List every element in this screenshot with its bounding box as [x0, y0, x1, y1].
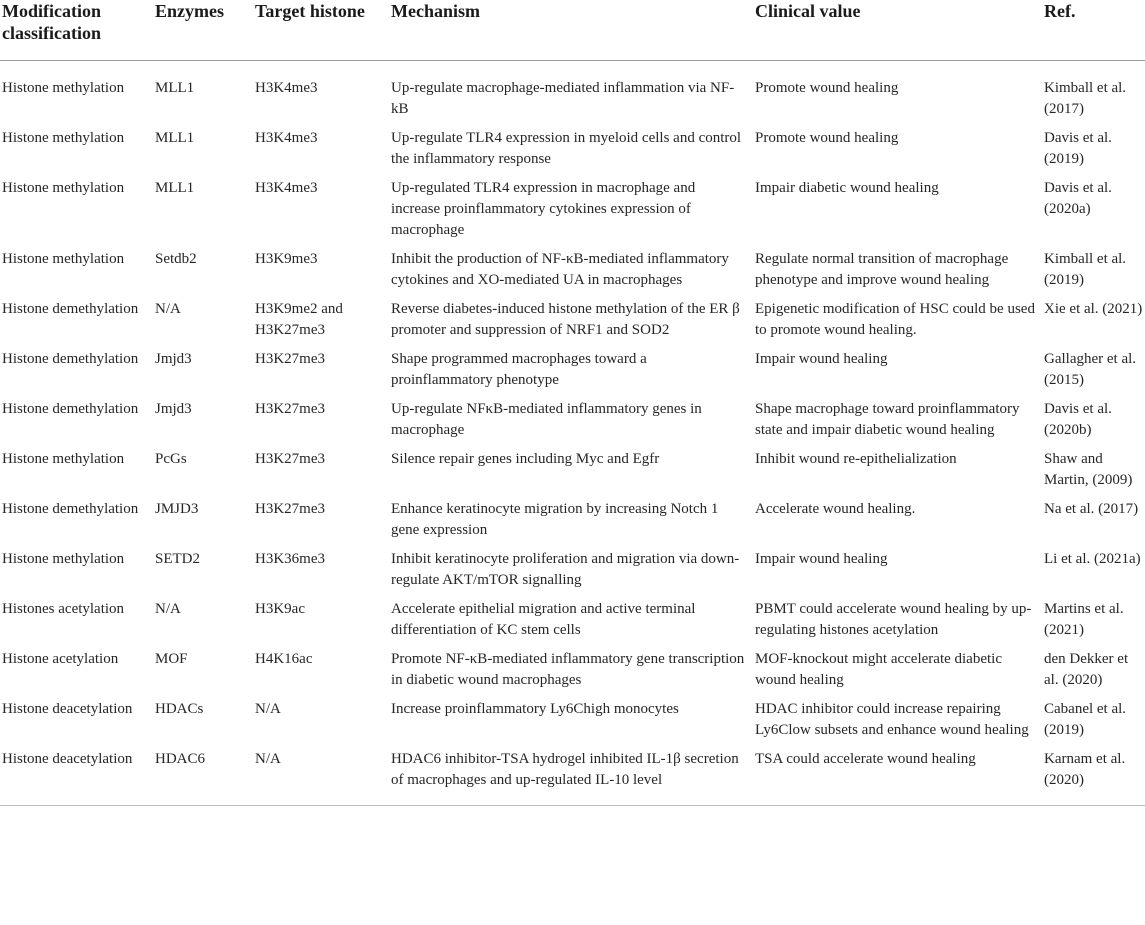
cell-enzymes: SETD2 — [155, 551, 200, 567]
cell-ref: Cabanel et al. (2019) — [1044, 701, 1127, 738]
cell-enzymes: PcGs — [155, 451, 187, 467]
cell-target-histone: N/A — [255, 701, 281, 717]
cell-ref: Shaw and Martin, (2009) — [1044, 451, 1133, 488]
cell-enzymes: MLL1 — [155, 130, 195, 146]
table-row — [0, 549, 1145, 599]
table-row — [0, 749, 1145, 806]
cell-ref: Davis et al. (2020b) — [1044, 401, 1112, 438]
cell-clinical-value: Epigenetic modification of HSC could be used to promote wound healing. — [755, 301, 1035, 338]
cell-enzymes: Jmjd3 — [155, 401, 192, 417]
header-ref: Ref. — [1044, 1, 1076, 21]
cell-ref: den Dekker et al. (2020) — [1044, 651, 1129, 688]
cell-modification-classification: Histone methylation — [2, 180, 125, 196]
cell-enzymes: HDAC6 — [155, 751, 206, 767]
cell-ref: Davis et al. (2020a) — [1044, 180, 1112, 217]
cell-target-histone: H3K4me3 — [255, 130, 318, 146]
cell-clinical-value: PBMT could accelerate wound healing by up-regulating histones acetylation — [755, 601, 1032, 638]
cell-target-histone: H3K27me3 — [255, 451, 325, 467]
cell-clinical-value: Impair wound healing — [755, 551, 888, 567]
header-clinical-value: Clinical value — [755, 1, 861, 21]
cell-enzymes: N/A — [155, 301, 181, 317]
cell-clinical-value: HDAC inhibitor could increase repairing Ly6Clow subsets and enhance wound healing — [755, 701, 1029, 738]
cell-modification-classification: Histone methylation — [2, 80, 125, 96]
cell-mechanism: Enhance keratinocyte migration by increasing Notch 1 gene expression — [391, 501, 719, 538]
table-row — [0, 699, 1145, 749]
cell-clinical-value: TSA could accelerate wound healing — [755, 751, 976, 767]
cell-target-histone: H4K16ac — [255, 651, 313, 667]
cell-mechanism: Promote NF-κB-mediated inflammatory gene transcription in diabetic wound macrophages — [391, 651, 745, 688]
cell-mechanism: Silence repair genes including Myc and Egfr — [391, 451, 660, 467]
cell-mechanism: Up-regulate macrophage-mediated inflammation via NF-kB — [391, 80, 735, 117]
cell-ref: Gallagher et al. (2015) — [1044, 351, 1137, 388]
cell-mechanism: Up-regulated TLR4 expression in macrophage and increase proinflammatory cytokines expression of macrophage — [391, 180, 696, 238]
cell-ref: Kimball et al. (2019) — [1044, 251, 1127, 288]
table-row — [0, 499, 1145, 549]
cell-mechanism: Inhibit keratinocyte proliferation and migration via down-regulate AKT/mTOR signalling — [391, 551, 740, 588]
cell-ref: Kimball et al. (2017) — [1044, 80, 1127, 117]
table-row — [0, 649, 1145, 699]
cell-target-histone: H3K4me3 — [255, 80, 318, 96]
cell-clinical-value: Inhibit wound re-epithelialization — [755, 451, 957, 467]
cell-enzymes: N/A — [155, 601, 181, 617]
cell-ref: Xie et al. (2021) — [1044, 301, 1143, 317]
cell-modification-classification: Histones acetylation — [2, 601, 125, 617]
cell-target-histone: H3K4me3 — [255, 180, 318, 196]
cell-mechanism: HDAC6 inhibitor-TSA hydrogel inhibited IL-1β secretion of macrophages and up-regulated IL-10 level — [391, 751, 739, 788]
cell-clinical-value: Regulate normal transition of macrophage phenotype and improve wound healing — [755, 251, 1009, 288]
cell-modification-classification: Histone deacetylation — [2, 701, 133, 717]
cell-target-histone: N/A — [255, 751, 281, 767]
table-header — [0, 0, 1145, 61]
table-row — [0, 349, 1145, 399]
cell-target-histone: H3K9me2 and H3K27me3 — [255, 301, 343, 338]
cell-ref: Karnam et al. (2020) — [1044, 751, 1126, 788]
table-row — [0, 599, 1145, 649]
cell-ref: Davis et al. (2019) — [1044, 130, 1112, 167]
cell-modification-classification: Histone demethylation — [2, 501, 139, 517]
cell-mechanism: Inhibit the production of NF-κB-mediated inflammatory cytokines and XO-mediated UA in macrophages — [391, 251, 729, 288]
cell-enzymes: Jmjd3 — [155, 351, 192, 367]
cell-modification-classification: Histone acetylation — [2, 651, 119, 667]
cell-enzymes: Setdb2 — [155, 251, 197, 267]
cell-clinical-value: Impair wound healing — [755, 351, 888, 367]
cell-ref: Li et al. (2021a) — [1044, 551, 1141, 567]
cell-modification-classification: Histone deacetylation — [2, 751, 133, 767]
cell-mechanism: Increase proinflammatory Ly6Chigh monocytes — [391, 701, 679, 717]
cell-mechanism: Shape programmed macrophages toward a proinflammatory phenotype — [391, 351, 647, 388]
cell-modification-classification: Histone methylation — [2, 130, 125, 146]
cell-modification-classification: Histone methylation — [2, 251, 125, 267]
header-row — [0, 0, 1145, 61]
table-row — [0, 299, 1145, 349]
table-row — [0, 449, 1145, 499]
cell-enzymes: MLL1 — [155, 80, 195, 96]
table-row — [0, 128, 1145, 178]
header-modification-classification: Modification classification — [2, 1, 101, 43]
cell-enzymes: MOF — [155, 651, 188, 667]
cell-clinical-value: Shape macrophage toward proinflammatory state and impair diabetic wound healing — [755, 401, 1020, 438]
cell-modification-classification: Histone methylation — [2, 451, 125, 467]
table-body — [0, 61, 1145, 806]
cell-modification-classification: Histone demethylation — [2, 351, 139, 367]
cell-enzymes: JMJD3 — [155, 501, 199, 517]
cell-target-histone: H3K27me3 — [255, 351, 325, 367]
cell-target-histone: H3K27me3 — [255, 401, 325, 417]
table-row — [0, 399, 1145, 449]
cell-clinical-value: Promote wound healing — [755, 80, 899, 96]
cell-clinical-value: Impair diabetic wound healing — [755, 180, 939, 196]
table-row — [0, 178, 1145, 249]
cell-target-histone: H3K36me3 — [255, 551, 325, 567]
cell-modification-classification: Histone demethylation — [2, 301, 139, 317]
cell-enzymes: HDACs — [155, 701, 204, 717]
cell-modification-classification: Histone methylation — [2, 551, 125, 567]
cell-ref: Martins et al. (2021) — [1044, 601, 1124, 638]
cell-mechanism: Up-regulate TLR4 expression in myeloid cells and control the inflammatory response — [391, 130, 742, 167]
cell-mechanism: Reverse diabetes-induced histone methylation of the ER β promoter and suppression of NRF1 and SOD2 — [391, 301, 740, 338]
header-enzymes: Enzymes — [155, 1, 224, 21]
cell-mechanism: Accelerate epithelial migration and active terminal differentiation of KC stem cells — [391, 601, 696, 638]
cell-clinical-value: Promote wound healing — [755, 130, 899, 146]
table-row — [0, 249, 1145, 299]
cell-modification-classification: Histone demethylation — [2, 401, 139, 417]
cell-mechanism: Up-regulate NFκB-mediated inflammatory genes in macrophage — [391, 401, 702, 438]
cell-enzymes: MLL1 — [155, 180, 195, 196]
cell-clinical-value: Accelerate wound healing. — [755, 501, 916, 517]
header-target-histone: Target histone — [255, 1, 365, 21]
cell-target-histone: H3K9me3 — [255, 251, 318, 267]
cell-clinical-value: MOF-knockout might accelerate diabetic wound healing — [755, 651, 1002, 688]
cell-target-histone: H3K9ac — [255, 601, 305, 617]
header-mechanism: Mechanism — [391, 1, 480, 21]
table-row — [0, 61, 1145, 129]
cell-ref: Na et al. (2017) — [1044, 501, 1139, 517]
cell-target-histone: H3K27me3 — [255, 501, 325, 517]
